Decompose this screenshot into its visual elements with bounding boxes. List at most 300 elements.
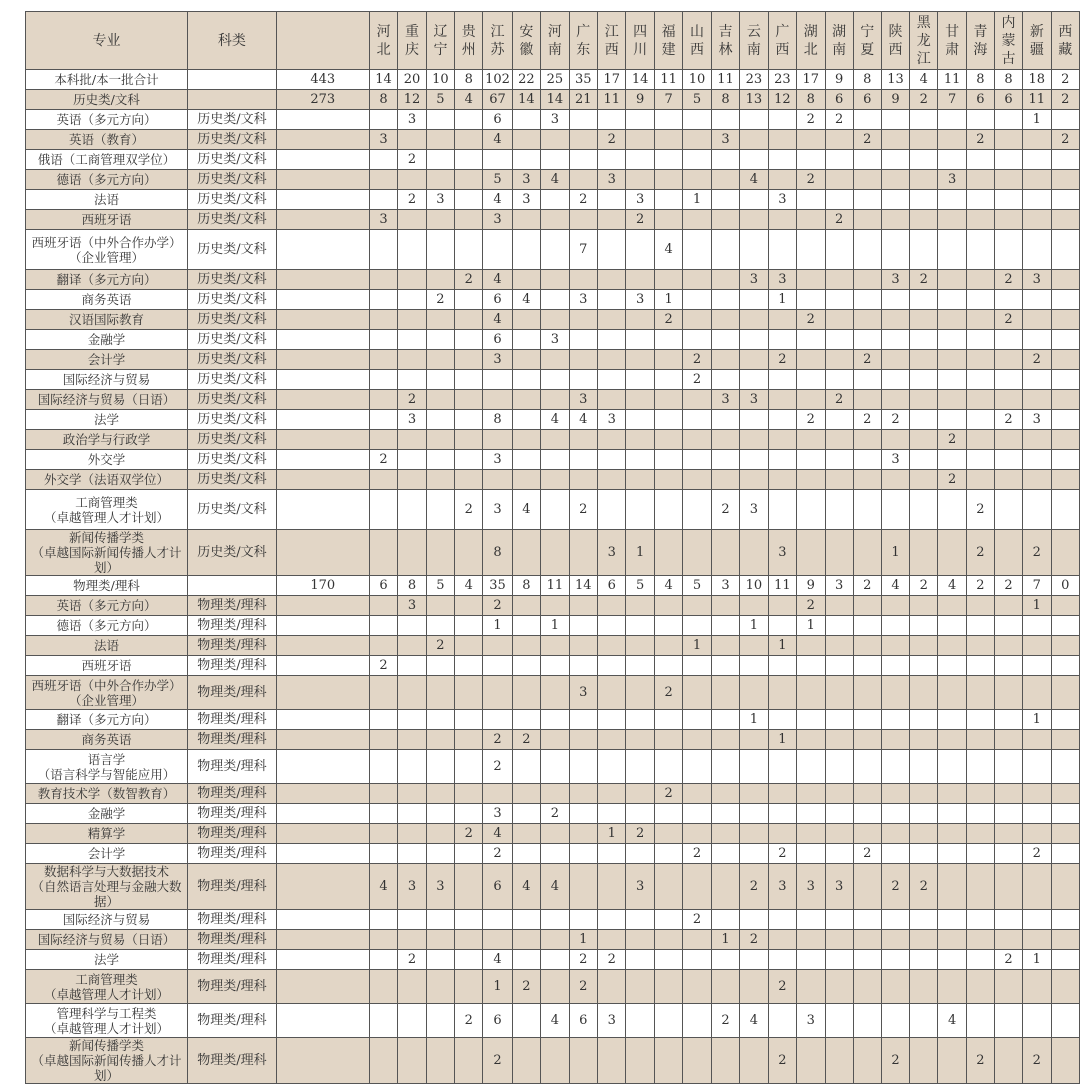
quota-cell [910,290,938,310]
quota-cell [1051,150,1079,170]
quota-cell [938,150,966,170]
quota-cell [966,210,994,230]
quota-cell [369,710,397,730]
quota-cell [825,824,853,844]
quota-cell [1051,230,1079,270]
quota-cell: 4 [483,824,512,844]
quota-cell [910,310,938,330]
province-column-header [853,12,881,70]
quota-cell [853,530,881,576]
quota-cell [711,676,739,710]
quota-cell [853,210,881,230]
major-cell [26,70,188,90]
table-row [26,490,1080,530]
quota-cell [483,656,512,676]
quota-cell [768,110,796,130]
province-header-char: 山 [690,24,705,40]
province-header-char: 江 [916,51,931,67]
quota-cell [1023,656,1051,676]
total-cell [276,530,369,576]
quota-cell [512,930,540,950]
quota-cell [938,844,966,864]
quota-cell [598,110,626,130]
quota-cell: 8 [711,90,739,110]
quota-cell: 2 [483,750,512,784]
quota-cell [910,930,938,950]
quota-cell [711,970,739,1004]
total-cell [276,490,369,530]
quota-cell [825,170,853,190]
quota-cell [1023,930,1051,950]
quota-cell: 3 [512,190,540,210]
quota-cell [825,730,853,750]
quota-cell [825,950,853,970]
quota-cell: 8 [797,90,825,110]
quota-cell: 5 [483,170,512,190]
quota-cell [853,190,881,210]
quota-cell: 25 [541,70,569,90]
quota-cell: 22 [512,70,540,90]
quota-cell [938,804,966,824]
total-cell [276,390,369,410]
quota-cell [455,110,483,130]
quota-cell [626,470,654,490]
quota-cell [768,150,796,170]
quota-cell [825,190,853,210]
category-cell: 历史类/文科 [188,110,277,130]
quota-cell: 3 [797,864,825,910]
quota-cell [426,410,454,430]
quota-cell [825,616,853,636]
quota-cell: 67 [483,90,512,110]
major-cell [26,290,188,310]
quota-cell [1051,290,1079,310]
quota-cell [711,170,739,190]
quota-cell [1051,804,1079,824]
quota-cell [683,230,711,270]
quota-cell [398,750,426,784]
quota-cell [825,450,853,470]
quota-cell [938,784,966,804]
quota-cell: 2 [1051,90,1079,110]
quota-cell [881,390,909,410]
quota-cell: 14 [512,90,540,110]
quota-cell [683,930,711,950]
quota-cell [541,310,569,330]
quota-cell [994,930,1022,950]
category-cell: 历史类/文科 [188,190,277,210]
quota-cell [426,150,454,170]
quota-cell [881,110,909,130]
quota-cell [797,530,825,576]
major-cell [26,656,188,676]
table-row [26,824,1080,844]
quota-cell [654,636,682,656]
category-cell: 历史类/文科 [188,210,277,230]
quota-cell: 20 [398,70,426,90]
quota-cell: 2 [966,490,994,530]
total-cell [276,330,369,350]
quota-cell [938,410,966,430]
quota-cell: 11 [768,576,796,596]
quota-cell [598,210,626,230]
quota-cell [426,844,454,864]
quota-cell [598,330,626,350]
major-cell [26,90,188,110]
province-header-char: 安 [519,24,534,40]
major-name-line: 汉语国际教育 [69,312,145,327]
quota-cell: 3 [626,290,654,310]
quota-cell [683,864,711,910]
quota-cell [1051,950,1079,970]
major-column-header: 专业 [26,12,188,70]
major-cell [26,710,188,730]
quota-cell [598,676,626,710]
quota-cell [683,616,711,636]
quota-cell [711,636,739,656]
quota-cell: 4 [740,1004,768,1038]
quota-cell: 14 [541,90,569,110]
quota-cell [910,210,938,230]
province-header-char: 宁 [433,42,448,58]
province-header-char: 蒙 [1001,33,1016,49]
quota-cell [455,370,483,390]
quota-cell: 11 [541,576,569,596]
quota-cell [369,230,397,270]
quota-cell [369,930,397,950]
quota-cell: 3 [569,676,597,710]
quota-cell: 12 [398,90,426,110]
quota-cell [853,230,881,270]
quota-cell: 1 [683,190,711,210]
quota-cell [1023,750,1051,784]
quota-cell [797,970,825,1004]
quota-cell: 2 [853,130,881,150]
quota-cell [569,130,597,150]
table-row [26,750,1080,784]
quota-cell [910,750,938,784]
major-name-line: 外交学 [87,452,126,467]
quota-cell [910,910,938,930]
quota-cell [455,656,483,676]
quota-cell [654,1004,682,1038]
quota-cell [541,130,569,150]
quota-cell [768,1004,796,1038]
table-body [26,70,1080,1084]
quota-cell [626,270,654,290]
province-header-char: 北 [803,42,818,58]
quota-cell: 4 [740,170,768,190]
total-cell [276,350,369,370]
quota-cell [797,824,825,844]
quota-cell [598,150,626,170]
major-name-line: 新闻传播学类 [69,530,145,545]
table-row [26,270,1080,290]
quota-cell: 3 [598,530,626,576]
quota-cell [426,970,454,1004]
table-row [26,370,1080,390]
quota-cell [938,930,966,950]
quota-cell: 2 [626,824,654,844]
quota-cell: 23 [768,70,796,90]
quota-cell [369,970,397,1004]
quota-cell [369,844,397,864]
quota-cell [1023,450,1051,470]
quota-cell [598,450,626,470]
quota-cell [881,350,909,370]
quota-cell [1023,130,1051,150]
quota-cell [626,616,654,636]
quota-cell [512,824,540,844]
quota-cell [711,370,739,390]
quota-cell [768,784,796,804]
quota-cell [881,310,909,330]
quota-cell [598,390,626,410]
quota-cell [426,230,454,270]
quota-cell: 1 [483,616,512,636]
quota-cell [966,950,994,970]
quota-cell: 2 [426,290,454,310]
quota-cell [1051,530,1079,576]
quota-cell: 2 [569,970,597,1004]
quota-cell [426,530,454,576]
quota-cell [512,804,540,824]
quota-cell [398,490,426,530]
quota-cell: 6 [483,864,512,910]
quota-cell: 2 [426,636,454,656]
quota-cell: 11 [711,70,739,90]
quota-cell: 7 [569,230,597,270]
total-cell [276,270,369,290]
quota-cell [426,490,454,530]
quota-cell: 4 [541,1004,569,1038]
quota-cell [683,390,711,410]
quota-cell [881,190,909,210]
quota-cell: 1 [1023,710,1051,730]
major-name-line: 英语（教育） [69,132,145,147]
quota-cell [512,530,540,576]
quota-cell: 5 [426,576,454,596]
quota-cell [853,310,881,330]
major-cell [26,864,188,910]
quota-cell [938,350,966,370]
quota-cell [881,130,909,150]
province-header-char: 宁 [860,24,875,40]
category-cell: 历史类/文科 [188,470,277,490]
table-row [26,430,1080,450]
quota-cell [1051,750,1079,784]
quota-cell [797,730,825,750]
quota-cell [369,330,397,350]
quota-cell [598,370,626,390]
quota-cell [825,750,853,784]
quota-cell [1023,310,1051,330]
province-header-char: 夏 [860,42,875,58]
quota-cell: 4 [455,90,483,110]
province-header-char: 吉 [718,24,733,40]
quota-cell [455,390,483,410]
quota-cell [910,530,938,576]
quota-cell: 6 [994,90,1022,110]
quota-cell [768,950,796,970]
quota-cell [825,676,853,710]
quota-cell: 4 [541,410,569,430]
quota-cell [740,636,768,656]
quota-cell [853,470,881,490]
quota-cell [426,430,454,450]
quota-cell [654,490,682,530]
quota-cell [1023,616,1051,636]
quota-cell [683,430,711,450]
quota-cell [797,470,825,490]
category-cell: 历史类/文科 [188,370,277,390]
category-cell: 物理类/理科 [188,804,277,824]
quota-cell [369,824,397,844]
major-name-line: （卓越管理人才计划） [44,986,170,1002]
quota-cell [797,750,825,784]
quota-cell [654,110,682,130]
quota-cell: 2 [994,950,1022,970]
category-cell: 历史类/文科 [188,130,277,150]
quota-cell: 3 [626,190,654,210]
quota-cell [740,190,768,210]
quota-cell: 3 [541,110,569,130]
quota-cell [369,490,397,530]
quota-cell [683,656,711,676]
table-row [26,290,1080,310]
quota-cell [938,616,966,636]
quota-cell [853,784,881,804]
total-cell [276,970,369,1004]
quota-cell [740,350,768,370]
major-cell [26,784,188,804]
quota-cell [740,330,768,350]
quota-cell [768,390,796,410]
category-cell: 历史类/文科 [188,230,277,270]
province-column-header [797,12,825,70]
quota-cell [683,804,711,824]
quota-cell [512,310,540,330]
quota-cell [455,730,483,750]
quota-cell [598,290,626,310]
quota-cell [1023,430,1051,450]
quota-cell [569,330,597,350]
total-cell [276,190,369,210]
quota-cell [910,390,938,410]
quota-cell [1023,390,1051,410]
quota-cell [966,656,994,676]
quota-cell: 2 [483,596,512,616]
category-cell: 物理类/理科 [188,1038,277,1084]
quota-cell [711,450,739,470]
quota-cell [455,784,483,804]
quota-cell [825,430,853,450]
quota-cell [797,804,825,824]
quota-cell [483,784,512,804]
quota-cell: 11 [654,70,682,90]
quota-cell: 3 [740,390,768,410]
quota-cell [426,656,454,676]
quota-cell [1023,370,1051,390]
quota-cell [369,110,397,130]
quota-cell [881,824,909,844]
quota-cell [994,656,1022,676]
quota-cell: 3 [483,804,512,824]
quota-cell: 2 [455,270,483,290]
quota-cell [598,430,626,450]
quota-cell [398,656,426,676]
quota-cell [569,430,597,450]
province-header-char: 藏 [1058,42,1073,58]
quota-cell [966,676,994,710]
quota-cell [910,110,938,130]
total-cell [276,370,369,390]
quota-cell [369,596,397,616]
quota-cell [398,844,426,864]
quota-cell [740,230,768,270]
quota-cell: 14 [369,70,397,90]
quota-cell: 6 [483,290,512,310]
quota-cell [938,210,966,230]
quota-cell [881,844,909,864]
quota-cell [398,330,426,350]
province-column-header [483,12,512,70]
quota-cell: 2 [626,210,654,230]
quota-cell [426,750,454,784]
quota-cell [1051,596,1079,616]
quota-cell [626,676,654,710]
quota-cell: 2 [398,190,426,210]
table-row [26,150,1080,170]
quota-cell [1051,470,1079,490]
major-cell [26,636,188,656]
quota-cell [398,230,426,270]
quota-cell [683,970,711,1004]
quota-cell [512,130,540,150]
quota-cell [711,470,739,490]
quota-cell [541,596,569,616]
quota-cell: 0 [1051,576,1079,596]
quota-cell [512,844,540,864]
province-column-header [1051,12,1079,70]
quota-cell: 2 [483,1038,512,1084]
category-cell: 历史类/文科 [188,330,277,350]
quota-cell: 1 [1023,596,1051,616]
quota-cell: 2 [994,270,1022,290]
table-row [26,844,1080,864]
quota-cell [825,370,853,390]
major-cell [26,844,188,864]
quota-cell [966,930,994,950]
quota-cell [966,110,994,130]
province-header-char: 新 [1029,24,1044,40]
quota-cell: 1 [740,710,768,730]
quota-cell [398,350,426,370]
quota-cell [569,910,597,930]
quota-cell: 1 [1023,110,1051,130]
quota-cell: 2 [569,490,597,530]
quota-cell: 2 [910,864,938,910]
quota-cell: 2 [825,210,853,230]
category-cell: 物理类/理科 [188,730,277,750]
quota-cell [740,370,768,390]
quota-cell [797,270,825,290]
total-cell [276,844,369,864]
quota-cell [825,130,853,150]
province-header-char: 肃 [945,42,960,58]
quota-cell [966,750,994,784]
quota-cell: 2 [994,410,1022,430]
